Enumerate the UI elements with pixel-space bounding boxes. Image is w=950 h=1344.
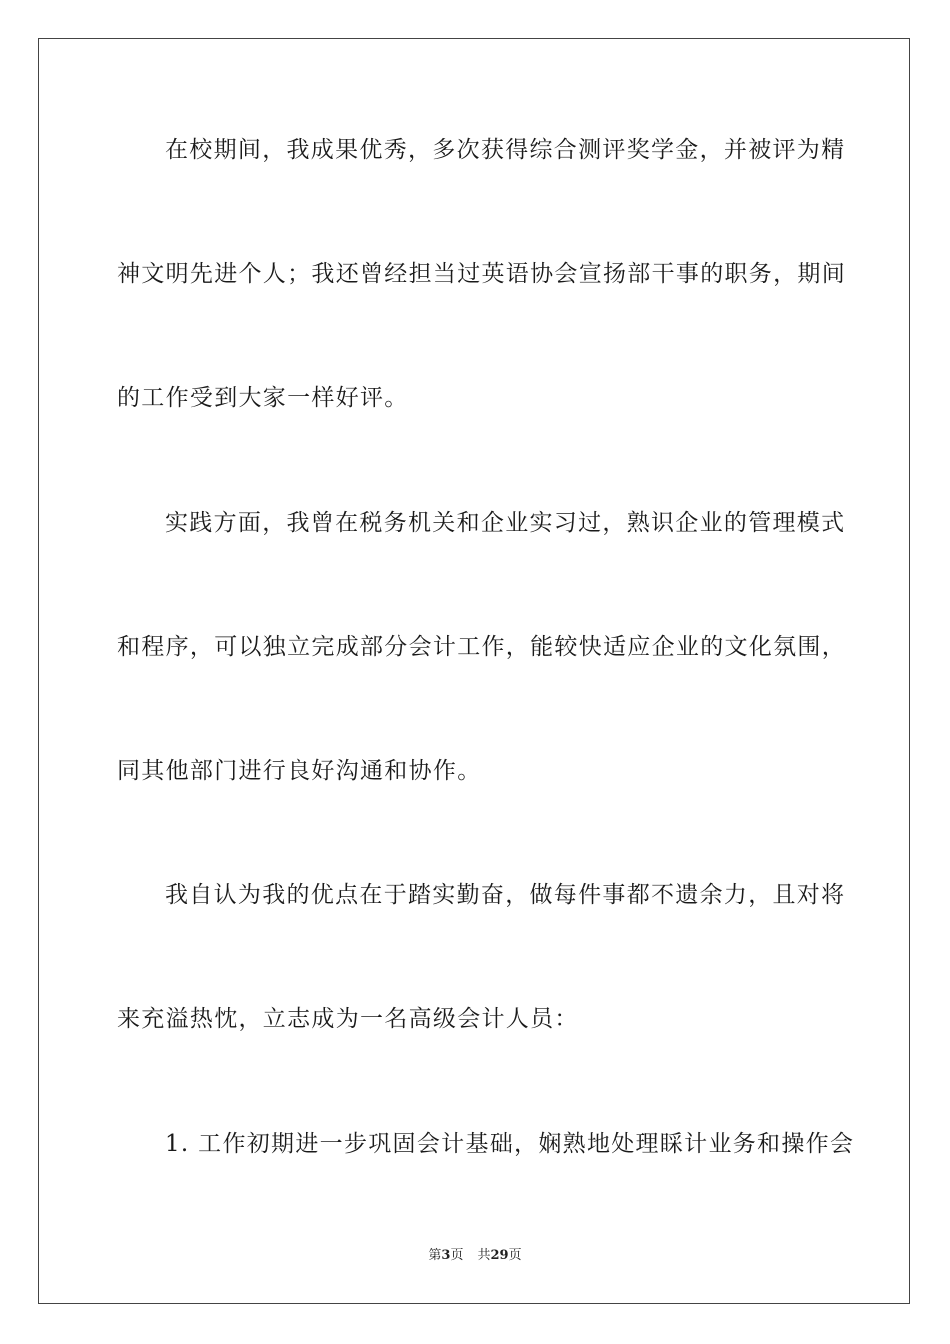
page-footer xyxy=(0,1248,950,1264)
paragraph-line: 在校期间，我成果优秀，多次获得综合测评奖学金，并被评为精 xyxy=(165,137,846,163)
page-border xyxy=(38,38,910,1304)
paragraph-line: 来充溢热忱，立志成为一名高级会计人员： xyxy=(117,1006,579,1032)
paragraph-line: 我自认为我的优点在于踏实勤奋，做每件事都不遗余力，且对将 xyxy=(165,882,846,908)
paragraph-line: 同其他部门进行良好沟通和协作。 xyxy=(117,758,482,784)
page-suffix: 页 xyxy=(450,1248,464,1263)
paragraph-line: 和程序，可以独立完成部分会计工作，能较快适应企业的文化氛围， xyxy=(117,634,846,660)
page-number: 3 xyxy=(441,1248,451,1263)
paragraph-line: 实践方面，我曾在税务机关和企业实习过，熟识企业的管理模式 xyxy=(165,510,846,536)
total-prefix: 共 xyxy=(477,1248,491,1263)
total-pages: 29 xyxy=(490,1248,509,1263)
page-prefix: 第 xyxy=(428,1248,442,1263)
paragraph-line: 神文明先进个人；我还曾经担当过英语协会宣扬部干事的职务，期间 xyxy=(117,261,846,287)
paragraph-line: 的工作受到大家一样好评。 xyxy=(117,385,409,411)
list-item-line: 1. 工作初期进一步巩固会计基础，娴熟地处理睬计业务和操作会 xyxy=(165,1131,855,1157)
total-suffix: 页 xyxy=(508,1248,522,1263)
